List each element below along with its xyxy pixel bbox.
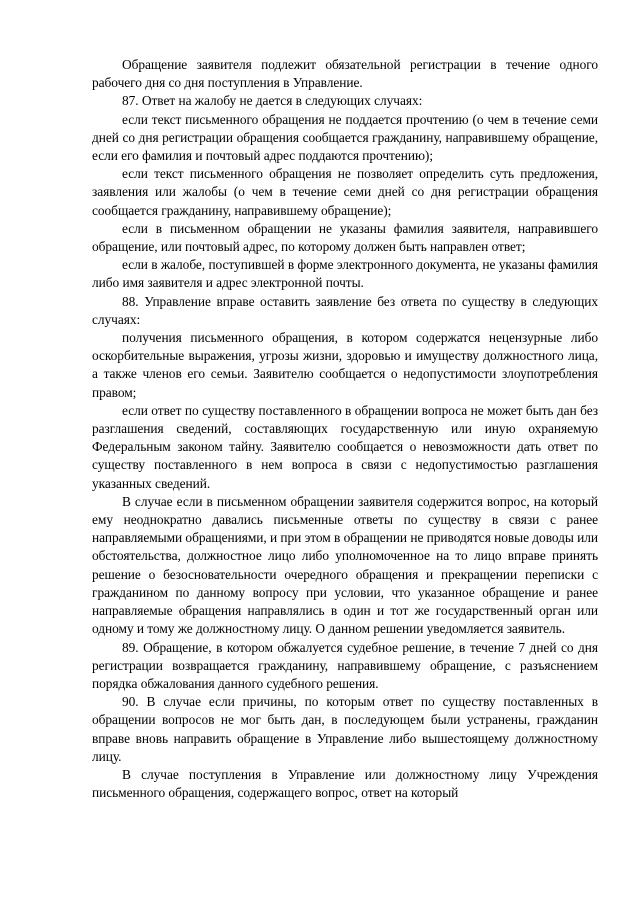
paragraph-90: 90. В случае если причины, по которым ответ по существу поставленных в обращении вопросов не мог быть дан, в последующем были устранены, гражданин вправе вновь направить обращение в Управление либо вышестоящему должностному лицу. [92, 694, 598, 764]
paragraph-87-case-no-name: если в письменном обращении не указаны фамилия заявителя, направившего обращение, или почтовый адрес, по которому должен быть направлен ответ; [92, 220, 598, 255]
paragraph-88-case-obscene: получения письменного обращения, в котором содержатся нецензурные либо оскорбительные выражения, угрозы жизни, здоровью и имуществу должностного лица, а также членов его семьи. Заявителю сообщается о недопустимости злоупотребления правом; [92, 330, 598, 400]
paragraph-88-case-secret: если ответ по существу поставленного в обращении вопроса не может быть дан без разглашения сведений, составляющих государственную или иную охраняемую Федеральным законом тайну. Заявителю сообщается о невозможности дать ответ по существу поставленного в нем вопроса в связи с недопустимостью разглашения указанных сведений. [92, 402, 598, 491]
paragraph-repeated-appeal: В случае если в письменном обращении заявителя содержится вопрос, на который ему неоднократно давались письменные ответы по существу в связи с ранее направляемыми обращениями, и при этом в обращении не приводятся новые доводы или обстоятельства, должностное лицо либо уполномоченное на то лицо вправе принять решение о безосновательности очередного обращения и прекращении переписки с гражданином по данному вопросу при условии, что указанное обращение и ранее направляемые обращения направлялись в один и тот же государственный орган или одному и тому же должностному лицу. О данном решении уведомляется заявитель. [92, 493, 599, 637]
paragraph-registration: Обращение заявителя подлежит обязательной регистрации в течение одного рабочего дня со дня поступления в Управление. [92, 57, 598, 91]
paragraph-89: 89. Обращение, в котором обжалуется судебное решение, в течение 7 дней со дня регистрации возвращается гражданину, направившему обращение, с разъяснением порядка обжалования данного судебного решения. [92, 639, 598, 691]
paragraph-continuation: В случае поступления в Управление или должностному лицу Учреждения письменного обращения, содержащего вопрос, ответ на который [92, 766, 598, 801]
paragraph-87-case-undefined-essence: если текст письменного обращения не позволяет определить суть предложения, заявления или жалобы (о чем в течение семи дней со дня регистрации обращения сообщается гражданину, направившему обращение); [92, 166, 598, 218]
paragraph-88-heading: 88. Управление вправе оставить заявление без ответа по существу в следующих случаях: [92, 293, 598, 327]
paragraph-87-case-electronic: если в жалобе, поступившей в форме электронного документа, не указаны фамилия либо имя заявителя и адрес электронной почты. [92, 257, 598, 291]
paragraph-87-case-unreadable: если текст письменного обращения не поддается прочтению (о чем в течение семи дней со дня регистрации обращения сообщается гражданину, направившему обращение, если его фамилия и почтовый адрес поддаются прочтению); [92, 111, 598, 164]
paragraph-87-heading: 87. Ответ на жалобу не дается в следующих случаях: [122, 93, 423, 109]
